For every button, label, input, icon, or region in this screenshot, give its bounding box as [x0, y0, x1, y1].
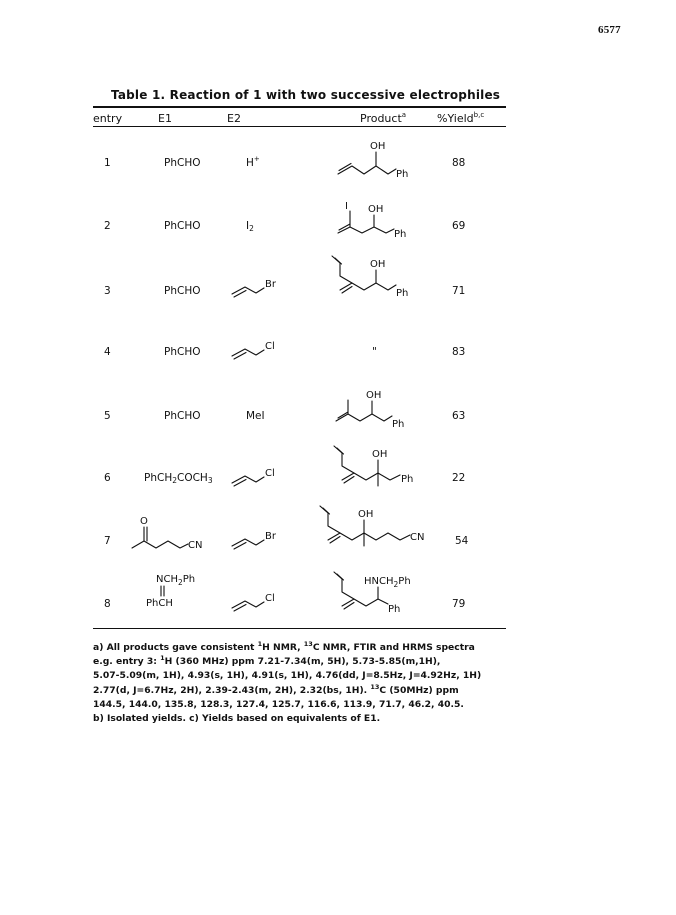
row2-e1: PhCHO	[164, 220, 201, 232]
footnote-a-line5: 144.5, 144.0, 135.8, 128.3, 127.4, 125.7, 116.6, 113.9, 71.7, 46.2, 40.5.	[93, 698, 464, 710]
row8-yield: 79	[452, 598, 466, 610]
row6-e2-cl: Cl	[265, 468, 275, 479]
row7-e2-structure	[228, 528, 298, 552]
row2-product-i: I	[345, 201, 348, 212]
row4-product-ditto: "	[372, 346, 377, 358]
header-e2: E2	[227, 112, 241, 125]
row2-product-structure	[330, 195, 430, 245]
row8-entry: 8	[104, 598, 111, 610]
header-entry: entry	[93, 112, 123, 125]
row8-e1-nch2ph: $NCH_2Ph$	[156, 574, 196, 587]
row2-e2: $I_2$	[246, 220, 254, 233]
row6-product-ph: Ph	[401, 474, 414, 485]
row8-e1-phch: PhCH	[146, 598, 173, 609]
row4-entry: 4	[104, 346, 111, 358]
row5-product-ph: Ph	[392, 419, 405, 430]
footnote-bc: b) Isolated yields. c) Yields based on equivalents of E1.	[93, 713, 381, 725]
row7-e1-cn: CN	[188, 540, 203, 551]
table-caption: Table 1. Reaction of 1 with two successive electrophiles	[111, 88, 501, 102]
row8-e2-structure	[228, 590, 298, 614]
table-header-rule	[93, 126, 506, 127]
row2-yield: 69	[452, 220, 466, 232]
row3-e1: PhCHO	[164, 285, 201, 297]
row3-e2-structure	[228, 276, 298, 300]
row3-product-ph: Ph	[396, 288, 409, 299]
row8-e1-structure	[140, 568, 220, 618]
row2-product-oh: OH	[368, 204, 384, 215]
row7-e1-o: O	[140, 516, 148, 527]
row5-entry: 5	[104, 410, 111, 422]
row3-product-oh: OH	[370, 259, 386, 270]
row4-e2-structure	[228, 338, 298, 362]
row6-e2-structure	[228, 465, 298, 489]
row8-product-hnch2ph: $HNCH_2Ph$	[364, 576, 411, 589]
row5-product-oh: OH	[366, 390, 382, 401]
row1-e1: PhCHO	[164, 157, 201, 169]
row7-e1-structure	[126, 512, 226, 556]
row3-yield: 71	[452, 285, 466, 297]
row3-entry: 3	[104, 285, 111, 297]
footnote-a-line4: 2.77(d, J=6.7Hz, 2H), 2.39-2.43(m, 2H), 2.32(bs, 1H). $^{13}$C (50MHz) ppm	[93, 682, 459, 696]
row5-e2: MeI	[246, 410, 265, 422]
row8-product-ph: Ph	[388, 604, 401, 615]
row3-e2-br: Br	[265, 279, 276, 290]
row7-product-structure	[310, 500, 460, 562]
row6-product-structure	[324, 440, 434, 502]
row6-e1: $PhCH_2COCH_3$	[144, 472, 213, 485]
row6-product-oh: OH	[372, 449, 388, 460]
row7-product-oh: OH	[358, 509, 374, 520]
row7-product-cn: CN	[410, 532, 425, 543]
table-top-rule	[93, 106, 506, 108]
row1-product-ph: Ph	[396, 169, 409, 180]
row7-entry: 7	[104, 535, 111, 547]
row1-yield: 88	[452, 157, 466, 169]
row7-yield: 54	[455, 535, 469, 547]
header-yield: %Yield$^{b,c}$	[437, 111, 485, 125]
row3-product-structure	[322, 250, 432, 310]
row1-product-structure	[330, 132, 430, 182]
row2-entry: 2	[104, 220, 111, 232]
table-bottom-rule	[93, 628, 506, 629]
row7-e2-br: Br	[265, 531, 276, 542]
header-e1: E1	[158, 112, 172, 125]
row2-product-ph: Ph	[394, 229, 407, 240]
row6-entry: 6	[104, 472, 111, 484]
row1-entry: 1	[104, 157, 111, 169]
row1-product-oh: OH	[370, 141, 386, 152]
row5-product-structure	[326, 383, 436, 433]
table-footnotes	[93, 641, 613, 726]
footnote-a-line1: a) All products gave consistent $^1$H NMR, $^{13}$C NMR, FTIR and HRMS spectra	[93, 640, 475, 653]
row4-yield: 83	[452, 346, 466, 358]
footnote-a-line3: 5.07-5.09(m, 1H), 4.93(s, 1H), 4.91(s, 1H), 4.76(dd, J=8.5Hz, J=4.92Hz, 1H)	[93, 670, 482, 682]
header-product: Product$^a$	[360, 111, 407, 125]
row8-e2-cl: Cl	[265, 593, 275, 604]
row1-e2: H+	[246, 155, 260, 169]
row8-product-structure	[324, 566, 454, 628]
row5-yield: 63	[452, 410, 466, 422]
row5-e1: PhCHO	[164, 410, 201, 422]
row4-e1: PhCHO	[164, 346, 201, 358]
row6-yield: 22	[452, 472, 466, 484]
row4-e2-cl: Cl	[265, 341, 275, 352]
footnote-a-line2: e.g. entry 3: $^1$H (360 MHz) ppm 7.21-7.34(m, 5H), 5.73-5.85(m,1H),	[93, 654, 441, 668]
page-number: 6577	[598, 24, 621, 36]
